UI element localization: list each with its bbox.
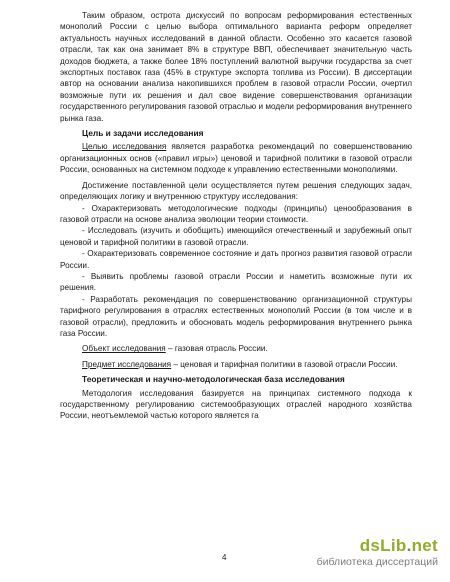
paragraph-relevance: Таким образом, острота дискуссий по вопросам реформирования естественных монополий России с целью выбора оптимального варианта реформ определяет актуальность научных исследований в данной области. Особенно это касается газовой отрасли, так как она занимает 8% в структуре ВВП, обеспечивает значительную часть доходов бюджета, а также более 18% поступлений валютной выручки государства за счет экспортных поставок газа (45% в структуре экспорта топлива из России). В диссертации автор на основании анализа накопившихся проблем в газовой отрасли России, очертил возможные пути их решения и дал свое видение совершенствования организации государственного регулирования газовой отраслью и модели реформирования внутреннего рынка газа. [60,11,412,123]
subject-text: – ценовая и тарифная политики в газовой отрасли России. [171,359,398,369]
term-subject: Предмет исследования [82,359,172,369]
watermark-subtitle: библиотека диссертаций [316,556,438,568]
document-page [60,10,412,422]
watermark [317,536,438,568]
goal-text: является разработка рекомендаций по совершенствованию организационных основ («правил игры») ценовой и тарифной политики в газовой отрасли России, основанных на системном подходе к управлению естественными монополиями. [60,142,412,175]
heading-methodology: Теоретическая и научно-методологическая база исследования [82,374,345,385]
task-item-1: - Охарактеризовать методологические подходы (принципы) ценообразования в газовой отрасли на основе анализа эволюции теории стоимости. [60,203,412,224]
task-item-3: - Охарактеризовать современное состояние и дать прогноз развития газовой отрасли России. [60,249,412,270]
paragraph-object [60,343,412,354]
term-goal: Целью исследования [82,142,167,152]
paragraph-goal [60,141,412,175]
object-text: – газовая отрасль России. [165,344,268,354]
task-item-5: - Разработать рекомендация по совершенствованию организационной структуры тарифного регулирования в отраслях естественных монополий России (в том числе и в газовой отрасли), предложить и обосновать модель реформирования внутреннего рынка газа России. [60,294,412,338]
watermark-logo [317,536,438,556]
task-item-2: - Исследовать (изучить и обобщить) имеющийся отечественный и зарубежный опыт ценовой и тарифной политики в газовой отрасли. [60,226,412,247]
term-object: Объект исследования [82,344,166,354]
watermark-brand-main: dsLib [359,536,407,555]
heading-goals-tasks: Цель и задачи исследования [82,128,204,139]
paragraph-subject [60,359,412,370]
watermark-brand-tld: net [411,536,438,555]
task-item-4: - Выявить проблемы газовой отрасли России и наметить возможные пути их решения. [60,271,412,293]
watermark-brand-dot: . [406,536,412,555]
paragraph-methodology: Методология исследования базируется на принципах системного подхода к государственному регулированию системообразующих отраслей народного хозяйства России, неотъемлемой частью которого является га [60,388,412,421]
paragraph-tasks-intro: Достижение поставленной цели осуществляется путем решения следующих задач, определяющих логику и внутреннюю структуру исследования: [60,180,412,202]
page-number: 4 [222,553,227,562]
